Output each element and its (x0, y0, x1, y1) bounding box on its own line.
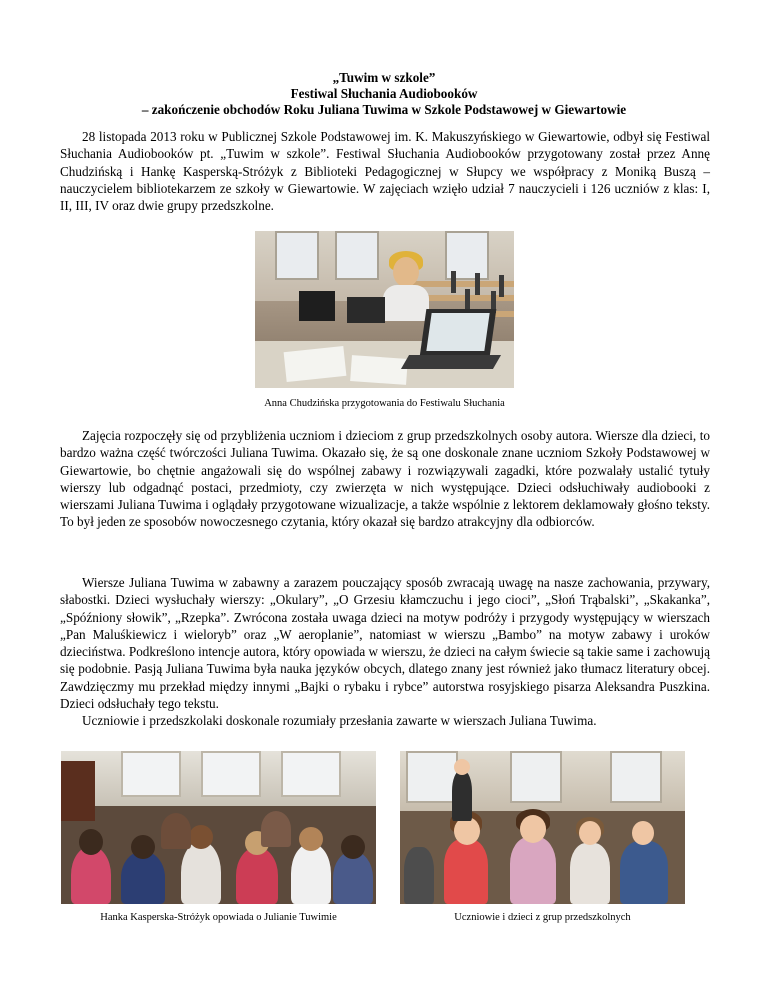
title-line-3: – zakończenie obchodów Roku Juliana Tuwima w Szkole Podstawowej w Giewartowie (141, 102, 627, 117)
photo3-caption: Uczniowie i dzieci z grup przedszkolnych (454, 912, 631, 923)
paragraph-intro (60, 128, 710, 214)
photo1-caption: Anna Chudzińska przygotowania do Festiwalu Słuchania (264, 398, 505, 409)
paragraph-poems-text: Wiersze Juliana Tuwima w zabawny a zarazem pouczający sposób zwracają uwagę na nasze zachowania, przywary, słabostki. Dzieci wysłuchały wierszy: „Okulary”, „O Grzesiu kłamczuchu i jego cioci”, „Słoń Trąbalski”, „Skakanka”, „Spóźniony słowik”, „Rzepka”. Zwrócona została uwaga dzieci na motyw podróży i przygody występujący w wierszach „Pan Maluśkiewicz i wieloryb” oraz „W aeroplanie”, natomiast w wierszu „Bambo” na motyw zabawy i uroków dzieciństwa. Podkreślono intencje autora, który opowiada w wierszu, że dzieci na całym świecie są takie same i zachowują się podobnie. Pasją Juliana Tuwima była nauka języków obcych, dlatego znany jest również jako tłumacz literatury obcej. Zawdzięczmy mu przekład między innymi „Bajki o rybaku i rybce” autorstwa rosyjskiego pisarza Aleksandra Puszkina. Dzieci odsłuchały tego tekstu. (60, 575, 710, 712)
title-line-1: „Tuwim w szkole” (332, 70, 436, 85)
photo-preschool-children (400, 751, 685, 904)
document-title (60, 70, 708, 118)
paragraph-activities (60, 427, 710, 531)
paragraph-intro-text: 28 listopada 2013 roku w Publicznej Szkole Podstawowej im. K. Makuszyńskiego w Giewartowie, odbył się Festiwal Słuchania Audiobooków pt. „Tuwim w szkole”. Festiwal Słuchania Audiobooków przygotowany został przez Annę Chudzińską i Hankę Kasperską-Stróżyk z Biblioteki Pedagogicznej w Słupcy we współpracy z Moniką Buszą – nauczycielem bibliotekarzem ze szkoły w Giewartowie. W zajęciach wzięło udział 7 nauczycieli i 126 uczniów z klas: I, II, III, IV oraz dwie grupy przedszkolne. (60, 129, 710, 214)
paragraph-activities-text: Zajęcia rozpoczęły się od przybliżenia uczniom i dzieciom z grup przedszkolnych osoby autora. Wiersze dla dzieci, to bardzo ważna część twórczości Juliana Tuwima. Okazało się, że są one doskonale znane uczniom Szkoły Podstawowej w Giewartowie, bo chętnie angażowali się do wspólnej zabawy i rozwiązywali zagadki, które pozwalały ustalić tytuły wierszy lub odgadnąć postaci, przedmioty, czy zwierzęta w nich występujące. Dzieci odsłuchiwały audiobooki z wierszami Juliana Tuwima i oglądały przygotowane wizualizacje, a także wspólnie z lektorem deklamowały głośno teksty. To był jeden ze sposobów nowoczesnego czytania, który okazał się bardzo atrakcyjny dla odbiorców. (60, 428, 710, 530)
photo2-caption: Hanka Kasperska-Stróżyk opowiada o Julianie Tuwimie (100, 912, 337, 923)
paragraph-poems (60, 574, 710, 730)
title-line-2: Festiwal Słuchania Audiobooków (290, 86, 478, 101)
photo-children-hall (61, 751, 376, 904)
paragraph-conclusion-text: Uczniowie i przedszkolaki doskonale rozumiały przesłania zawarte w wierszach Juliana Tuwima. (82, 713, 597, 729)
photo-laptop-preparation (255, 231, 514, 388)
